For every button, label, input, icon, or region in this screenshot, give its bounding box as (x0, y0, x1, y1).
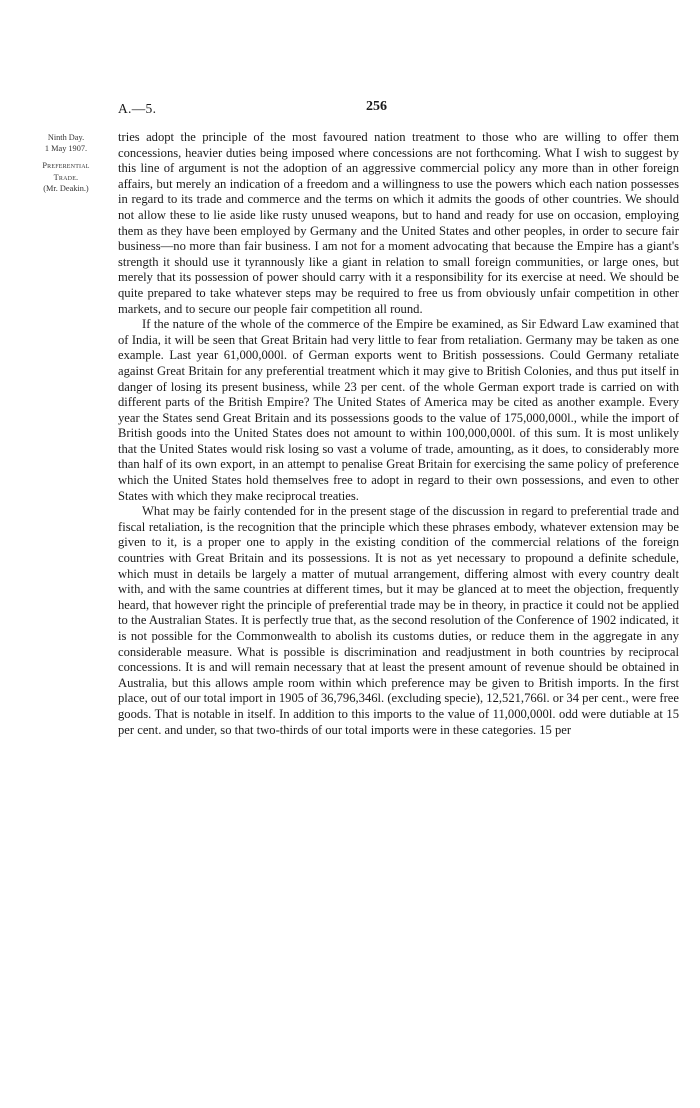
margin-date: 1 May 1907. (44, 144, 88, 154)
margin-topic-line2: Trade. (53, 172, 79, 182)
margin-topic-line1: Preferential (42, 161, 90, 171)
page-number: 256 (366, 99, 387, 114)
margin-speaker: (Mr. Deakin.) (43, 183, 89, 193)
paragraph: tries adopt the principle of the most favoured nation treatment to those who are willing to offer them concessions, heavier duties being imposed where concessions are not forthcoming. What I wish to suggest by this line of argument is not the adoption of an aggressive commercial policy any more than in other foreign affairs, but merely an indication of a freedom and a willingness to use the powers which each nation possesses in regard to its trade and commerce and the terms on which it admits the goods of other countries. We should not allow these to lie aside like rusty unused weapons, but to hand and ready for use on occasion, employing them as they have been employed by Germany and the United States and other peoples, in order to secure fair business—no more than fair business. I am not for a moment advocating that because the Empire has a giant's strength it should use it tyrannously like a giant in relation to small foreign communities, or large ones, but merely that its possession of power should carry with it a responsibility for its exercise at need. We should be quite prepared to take whatever steps may be required to free us from obviously unfair competition in other markets, and to secure our people fair competition all round. (118, 130, 679, 316)
body-text (118, 130, 679, 738)
margin-day: Ninth Day. (47, 133, 85, 142)
margin-notes (24, 132, 108, 194)
parliamentary-paper-ref: A.—5. (118, 101, 157, 116)
paragraph: If the nature of the whole of the commerce of the Empire be examined, as Sir Edward Law examined that of India, it will be seen that Great Britain had very little to fear from retaliation. Germany may be taken as one example. Last year 61,000,000l. of German exports went to British possessions. Could Germany retaliate against Great Britain for any preferential treatment which it may give to British Colonies, and thus put itself in danger of losing its present business, while 23 per cent. of the whole German export trade is carried on with different parts of the British Empire? The United States of America may be cited as another example. Every year the States send Great Britain and its possessions goods to the value of 175,000,000l., while the import of British goods into the United States does not amount to within 100,000,000l. of this sum. It is most unlikely that the United States would risk losing so vast a volume of trade, amounting, as it does, to considerably more than half of its own export, in an attempt to penalise Great Britain for exercising the same policy of preference which the United States hold themselves free to adopt in regard to their own possessions, and even to other States with which they make reciprocal treaties. (118, 317, 679, 503)
paragraph: What may be fairly contended for in the present stage of the discussion in regard to preferential trade and fiscal retaliation, is the recognition that the principle which these phrases embody, whatever extension may be given to it, is a proper one to apply in the existing condition of the commercial relations of the foreign countries with Great Britain and its possessions. It is not as yet necessary to propound a definite schedule, which must in details be largely a matter of mutual arrangement, differing almost with every country dealt with, and with the same countries at different times, but it may be glanced at to meet the objection, frequently heard, that however right the principle of preferential trade may be in theory, in practice it could not be applied to the Australian States. It is perfectly true that, as the second resolution of the Conference of 1902 indicated, it is not possible for the Commonwealth to abolish its customs duties, or reduce them in the aggregate in any considerable measure. What is possible is discrimination and readjustment in both countries by reciprocal concessions. It is and will remain necessary that at least the present amount of revenue should be obtained in Australia, but this allows ample room within which preference may be given to British imports. In the first place, out of our total import in 1905 of 36,796,346l. (excluding specie), 12,521,766l. or 34 per cent., were free goods. That is notable in itself. In addition to this imports to the value of 11,000,000l. odd were dutiable at 15 per cent. and under, so that two-thirds of our total imports were in these categories. 15 per (118, 504, 679, 737)
